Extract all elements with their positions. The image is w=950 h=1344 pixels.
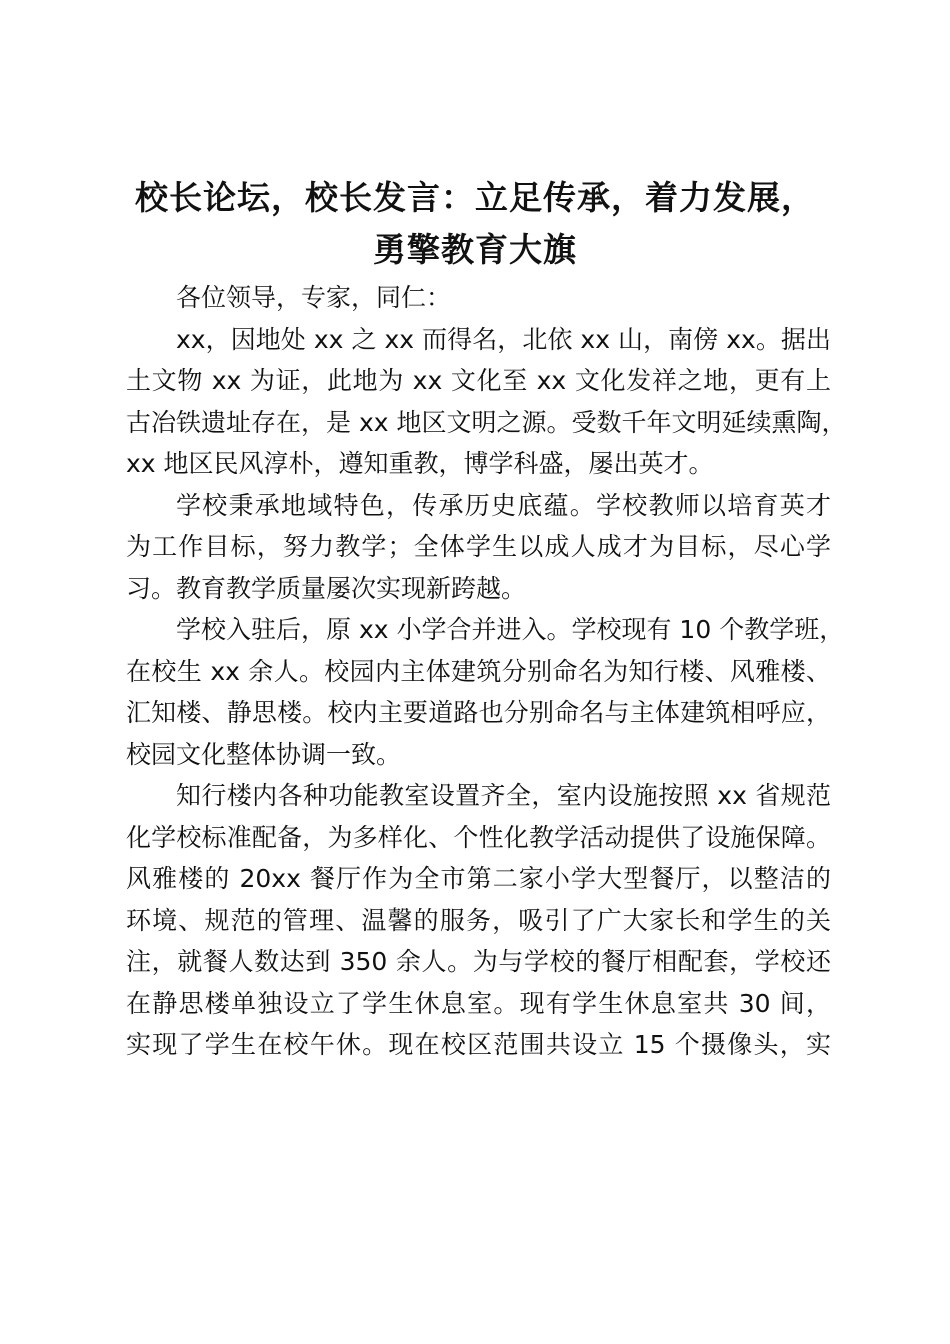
text-line: 实现了学生在校午休。现在校区范围共设立 15 个摄像头，实	[126, 1030, 831, 1059]
paragraph-origin	[126, 319, 847, 485]
text-line: 土文物 xx 为证，此地为 xx 文化至 xx 文化发祥之地，更有上	[126, 366, 831, 395]
text-line: 汇知楼、静思楼。校内主要道路也分别命名与主体建筑相呼应，	[126, 698, 831, 727]
text-line: xx 地区民风淳朴，遵知重教，博学科盛，屡出英才。	[126, 449, 714, 478]
title-line-1: 校长论坛，校长发言：立足传承，着力发展，	[135, 178, 815, 217]
paragraph-campus	[126, 609, 845, 775]
text-line: 在静思楼单独设立了学生休息室。现有学生休息室共 30 间，	[126, 988, 831, 1018]
text-line: 知行楼内各种功能教室设置齐全，室内设施按照 xx 省规范	[176, 781, 831, 810]
text-line: xx，因地处 xx 之 xx 而得名，北依 xx 山，南傍 xx。据出	[176, 324, 831, 354]
text-line: 环境、规范的管理、温馨的服务，吸引了广大家长和学生的关	[126, 905, 831, 935]
text-line: 化学校标准配备，为多样化、个性化教学活动提供了设施保障。	[126, 822, 831, 852]
text-line: 注，就餐人数达到 350 余人。为与学校的餐厅相配套，学校还	[126, 947, 831, 976]
title-line-2: 勇擎教育大旗	[373, 230, 577, 269]
text-line: 习。教育教学质量屡次实现新跨越。	[126, 573, 527, 603]
text-line: 学校秉承地域特色，传承历史底蕴。学校教师以培育英才	[176, 490, 831, 520]
text-line: 为工作目标，努力教学；全体学生以成人成才为目标，尽心学	[126, 532, 831, 561]
text-line: 在校生 xx 余人。校园内主体建筑分别命名为知行楼、风雅楼、	[126, 656, 831, 686]
paragraph-tradition	[126, 485, 831, 610]
text-line: 校园文化整体协调一致。	[126, 739, 402, 769]
text-line: 风雅楼的 20xx 餐厅作为全市第二家小学大型餐厅，以整洁的	[126, 864, 831, 893]
paragraph-facilities	[126, 775, 831, 1066]
text-line: 古冶铁遗址存在，是 xx 地区文明之源。受数千年文明延续熏陶，	[126, 407, 847, 437]
document-body	[126, 277, 847, 1066]
salutation: 各位领导，专家，同仁：	[176, 283, 452, 312]
document-title	[100, 172, 850, 276]
text-line: 学校入驻后，原 xx 小学合并进入。学校现有 10 个教学班，	[176, 615, 845, 644]
